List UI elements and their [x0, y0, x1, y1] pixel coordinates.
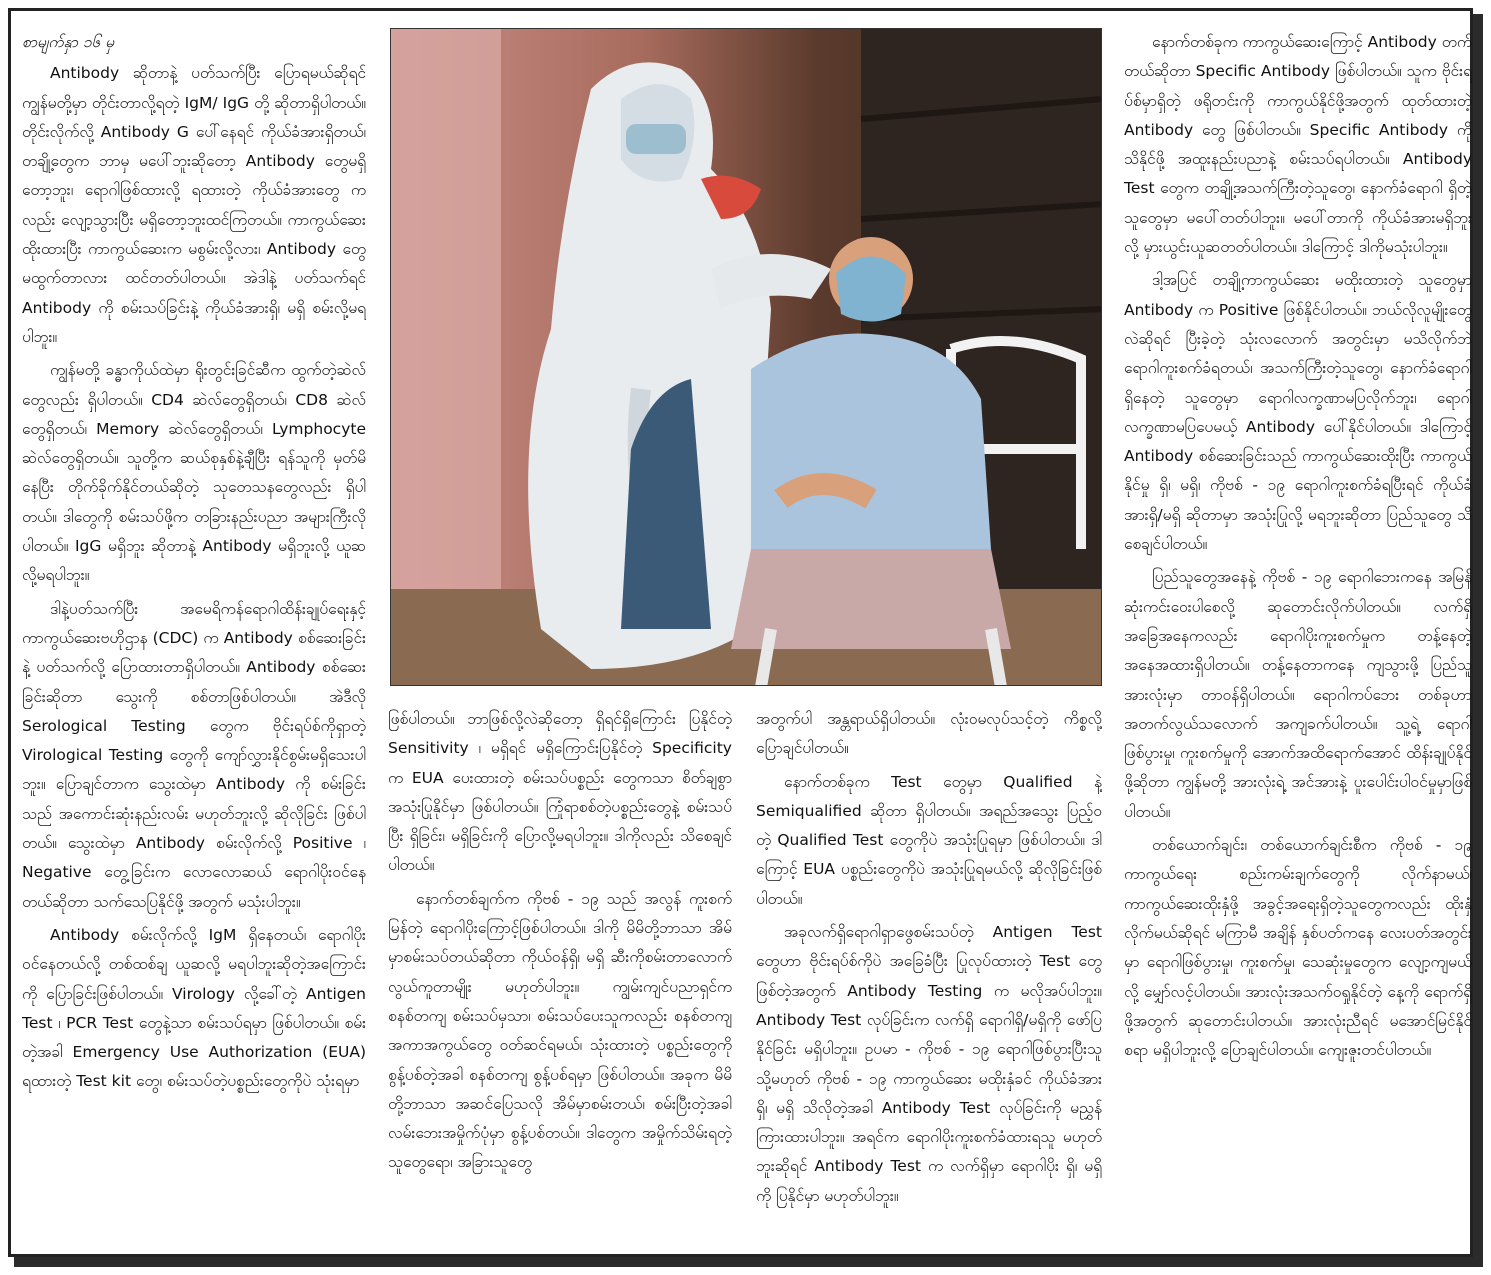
- article-column-4: [1124, 28, 1472, 1254]
- article-column-1: [22, 28, 366, 1254]
- paragraph: ဒါ့အပြင် တချို့ကာကွယ်ဆေး မထိုးထားတဲ့ သူတွေမှာ Antibody က Positive ဖြစ်နိုင်ပါတယ်။ ဘယ်လိုလူမျိုးတွေလဲဆိုရင် ပြီးခဲ့တဲ့ သုံးလလောက် အတွင်းမှာ မသိလိုက်ဘဲ ရောဂါကူးစက်ခံရတယ်၊ အသက်ကြီးတဲ့သူတွေ၊ နောက်ခံရောဂါ ရှိနေတဲ့ သူတွေမှာ ရောဂါလက္ခဏာမပြလိုက်ဘူး၊ ရောဂါ လက္ခဏာမပြပေမယ့် Antibody ပေါ်နိုင်ပါတယ်။ ဒါကြောင့် Antibody စစ်ဆေးခြင်းသည် ကာကွယ်ဆေးထိုးပြီး ကာကွယ်နိုင်မှု ရှိ၊ မရှိ၊ ကိုဗစ် - ၁၉ ရောဂါကူးစက်ခံရပြီးရင် ကိုယ်ခံအားရှိ/မရှိ ဆိုတာမှာ အသုံးပြုလို့ မရဘူးဆိုတာ ပြည်သူတွေ သိစေချင်ပါတယ်။: [1124, 271, 1472, 554]
- paragraph: နောက်တစ်ခုက ကာကွယ်ဆေးကြောင့် Antibody တက်တယ်ဆိုတာ Specific Antibody ဖြစ်ပါတယ်။ သူက ဗိုင်းရပ်စ်မှာရှိတဲ့ ဖရိုတင်းကို ကာကွယ်နိုင်ဖို့အတွက် ထုတ်ထားတဲ့ Antibody တွေ ဖြစ်ပါတယ်။ Specific Antibody ကို သိနိုင်ဖို့ အထူးနည်းပညာနဲ့ စမ်းသပ်ရပါတယ်။ Antibody Test တွေက တချို့အသက်ကြီးတဲ့သူတွေ၊ နောက်ခံရောဂါ ရှိတဲ့သူတွေမှာ မပေါ်တတ်ပါဘူး။ မပေါ်တာကို ကိုယ်ခံအားမရှိဘူးလို့ မှားယွင်းယူဆတတ်ပါတယ်။ ဒါကြောင့် ဒါကိုမသုံးပါဘူး။: [1124, 33, 1472, 257]
- paragraph: နောက်တစ်ခုက Test တွေမှာ Qualified နဲ့ Semiqualified ဆိုတာ ရှိပါတယ်။ အရည်အသွေး ပြည့်ဝတဲ့ Qualified Test တွေကိုပဲ အသုံးပြုရမှာ ဖြစ်ပါတယ်။ ဒါကြောင့် EUA ပစ္စည်းတွေကိုပဲ အသုံးပြုရမယ်လို့ ဆိုလိုခြင်းဖြစ်ပါတယ်။: [756, 772, 1102, 908]
- paragraph: ဖြစ်ပါတယ်။ ဘာဖြစ်လို့လဲဆိုတော့ ရှိရင်ရှိကြောင်း ပြနိုင်တဲ့ Sensitivity ၊ မရှိရင် မရှိကြောင်းပြနိုင်တဲ့ Specificity က EUA ပေးထားတဲ့ စမ်းသပ်ပစ္စည်း တွေကသာ စိတ်ချစွာ အသုံးပြုနိုင်မှာ ဖြစ်ပါတယ်။ ကြုံရာစစ်တဲ့ပစ္စည်းတွေနဲ့ စမ်းသပ်ပြီး ရှိခြင်း၊ မရှိခြင်းကို ပြောလို့မရပါဘူး။ ဒါကိုလည်း သိစေချင်ပါတယ်။: [388, 710, 732, 875]
- covid-swab-test-photo: [390, 28, 1102, 686]
- paragraph: ဒါနဲ့ပတ်သက်ပြီး အမေရိကန်ရောဂါထိန်းချုပ်ရေးနှင့် ကာကွယ်ဆေးဗဟိုဌာန (CDC) က Antibody စစ်ဆေးခြင်းနဲ့ ပတ်သက်လို့ ပြောထားတာရှိပါတယ်။ Antibody စစ်ဆေးခြင်းဆိုတာ သွေးကို စစ်တာဖြစ်ပါတယ်။ အဲဒီလို Serological Testing တွေက ဗိုင်းရပ်စ်ကိုရှာတဲ့ Virological Testing တွေကို ကျော်လွှားနိုင်စွမ်းမရှိသေးပါဘူး။ ပြောချင်တာက သွေးထဲမှာ Antibody ကို စမ်းခြင်းသည် အကောင်းဆုံးနည်းလမ်း မဟုတ်ဘူးလို့ ဆိုလိုခြင်း ဖြစ်ပါတယ်။ သွေးထဲမှာ Antibody စမ်းလိုက်လို့ Positive ၊ Negative တွေ့ခြင်းက လောလောဆယ် ရောဂါပိုးဝင်နေတယ်ဆိုတာ သက်သေပြနိုင်ဖို့ အတွက် မသုံးပါဘူး။: [22, 599, 366, 911]
- page-shadow-bottom: [14, 1257, 1483, 1267]
- paragraph: အတွက်ပါ အန္တရာယ်ရှိပါတယ်။ လုံးဝမလုပ်သင့်တဲ့ ကိစ္စလို့ ပြောချင်ပါတယ်။: [756, 710, 1102, 758]
- article-column-3: [756, 705, 1102, 1254]
- paragraph: ပြည်သူတွေအနေနဲ့ ကိုဗစ် - ၁၉ ရောဂါဘေးကနေ အမြန်ဆုံးကင်းဝေးပါစေလို့ ဆုတောင်းလိုက်ပါတယ်။ လက်ရှိအခြေအနေကလည်း ရောဂါပိုးကူးစက်မှုက တန့်နေတဲ့ အနေအထားရှိပါတယ်။ တန့်နေတာကနေ ကျသွားဖို့ ပြည်သူအားလုံးမှာ တာဝန်ရှိပါတယ်။ ရောဂါကပ်ဘေး တစ်ခုဟာ အတက်လွယ်သလောက် အကျခက်ပါတယ်။ သူ့ရဲ့ ရောဂါဖြစ်ပွားမှု၊ ကူးစက်မှုကို အောက်အထိရောက်အောင် ထိန်းချုပ်နိုင်ဖို့ဆိုတာ ကျွန်မတို့ အားလုံးရဲ့ အင်အားနဲ့ ပူးပေါင်းပါဝင်မှုမှာဖြစ်ပါတယ်။: [1124, 568, 1472, 821]
- continued-from-label: စာမျက်နှာ ၁၆ မှ: [22, 33, 115, 51]
- paragraph: Antibody ဆိုတာနဲ့ ပတ်သက်ပြီး ပြောရမယ်ဆိုရင် ကျွန်မတို့မှာ တိုင်းတာလို့ရတဲ့ IgM/ IgG တို့ ဆိုတာရှိပါတယ်။ တိုင်းလိုက်လို့ Antibody G ပေါ်နေရင် ကိုယ်ခံအားရှိတယ်၊ တချို့တွေက ဘာမှ မပေါ်ဘူးဆိုတော့ Antibody တွေမရှိတော့ဘူး၊ ရောဂါဖြစ်ထားလို့ ရထားတဲ့ ကိုယ်ခံအားတွေ ကလည်း လျော့သွားပြီး မရှိတော့ဘူးထင်ကြတယ်။ ကာကွယ်ဆေးထိုးထားပြီး ကာကွယ်ဆေးက မစွမ်းလို့လား၊ Antibody တွေမထွက်တာလား ထင်တတ်ပါတယ်။ အဲဒါနဲ့ ပတ်သက်ရင် Antibody ကို စမ်းသပ်ခြင်းနဲ့ ကိုယ်ခံအားရှိ၊ မရှိ စမ်းလို့မရပါဘူး။: [22, 64, 366, 346]
- paragraph: Antibody စမ်းလိုက်လို့ IgM ရှိနေတယ်၊ ရောဂါပိုးဝင်နေတယ်လို့ တစ်ထစ်ချ ယူဆလို့ မရပါဘူးဆိုတဲ့အကြောင်းကို ပြောခြင်းဖြစ်ပါတယ်။ Virology လို့ခေါ်တဲ့ Antigen Test ၊ PCR Test တွေနဲ့သာ စမ်းသပ်ရမှာ ဖြစ်ပါတယ်။ စမ်းတဲ့အခါ Emergency Use Authorization (EUA) ရထားတဲ့ Test kit တွေ၊ စမ်းသပ်တဲ့ပစ္စည်းတွေကိုပဲ သုံးရမှာ: [22, 925, 366, 1091]
- article-column-2: [388, 705, 732, 1254]
- page-shadow-right: [1473, 14, 1483, 1263]
- paragraph: နောက်တစ်ချက်က ကိုဗစ် - ၁၉ သည် အလွန် ကူးစက်မြန်တဲ့ ရောဂါပိုးကြောင့်ဖြစ်ပါတယ်။ ဒါကို မိမိတို့ဘာသာ အိမ်မှာစမ်းသပ်တယ်ဆိုတာ ကိုယ်ဝန်ရှိ၊ မရှိ ဆီးကိုစမ်းတာလောက် လွယ်ကူတာမျိုး မဟုတ်ပါဘူး။ ကျွမ်းကျင်ပညာရှင်က စနစ်တကျ စမ်းသပ်မှသာ၊ စမ်းသပ်ပေးသူကလည်း စနစ်တကျ အကာအကွယ်တွေ ဝတ်ဆင်ရမယ်၊ သုံးထားတဲ့ ပစ္စည်းတွေကို စွန့်ပစ်တဲ့အခါ စနစ်တကျ စွန့်ပစ်ရမှာ ဖြစ်ပါတယ်။ အခုက မိမိတို့ဘာသာ အဆင်ပြေသလို အိမ်မှာစမ်းတယ်၊ စမ်းပြီးတဲ့အခါ လမ်းဘေးအမှိုက်ပုံမှာ စွန့်ပစ်တယ်။ ဒါတွေက အမှိုက်သိမ်းရတဲ့ သူတွေရော၊ အခြားသူတွေ: [388, 889, 732, 1172]
- paragraph: ကျွန်မတို့ ခန္ဓာကိုယ်ထဲမှာ ရိုးတွင်းခြင်ဆီက ထွက်တဲ့ဆဲလ်တွေလည်း ရှိပါတယ်။ CD4 ဆဲလ်တွေရှိတယ်၊ CD8 ဆဲလ်တွေရှိတယ်၊ Memory ဆဲလ်တွေရှိတယ်၊ Lymphocyte ဆဲလ်တွေရှိတယ်။ သူတို့က ဆယ်စုနှစ်နဲ့ချီပြီး ရန်သူကို မှတ်မိနေပြီး တိုက်ခိုက်နိုင်တယ်ဆိုတဲ့ သုတေသနတွေလည်း ရှိပါတယ်။ ဒါတွေကို စမ်းသပ်ဖို့က တခြားနည်းပညာ အများကြီးလိုပါတယ်။ IgG မရှိဘူး ဆိုတာနဲ့ Antibody မရှိဘူးလို့ ယူဆလို့မရပါဘူး။: [22, 361, 366, 585]
- photo-illustration: [391, 29, 1102, 686]
- paragraph: အခုလက်ရှိရောဂါရှာဖွေစမ်းသပ်တဲ့ Antigen Test တွေဟာ ဗိုင်းရပ်စ်ကိုပဲ အခြေခံပြီး ပြုလုပ်ထားတဲ့ Test တွေဖြစ်တဲ့အတွက် Antibody Testing က မလိုအပ်ပါဘူး။ Antibody Test လုပ်ခြင်းက လက်ရှိ ရောဂါရှိ/မရှိကို ဖော်ပြနိုင်ခြင်း မရှိပါဘူး။ ဥပမာ - ကိုဗစ် - ၁၉ ရောဂါဖြစ်ပွားပြီးသူ သို့မဟုတ် ကိုဗစ် - ၁၉ ကာကွယ်ဆေး မထိုးနှံခင် ကိုယ်ခံအား ရှိ၊ မရှိ သိလိုတဲ့အခါ Antibody Test လုပ်ခြင်းကို မညွှန်ကြားထားပါဘူး။ အရင်က ရောဂါပိုးကူးစက်ခံထားရသူ မဟုတ်ဘူးဆိုရင် Antibody Test က လက်ရှိမှာ ရောဂါပိုး ရှိ၊ မရှိကို ပြနိုင်မှာ မဟုတ်ပါဘူး။: [756, 923, 1102, 1205]
- paragraph: တစ်ယောက်ချင်း၊ တစ်ယောက်ချင်းစီက ကိုဗစ် - ၁၉ ကာကွယ်ရေး စည်းကမ်းချက်တွေကို လိုက်နာမယ်၊ ကာကွယ်ဆေးထိုးနှံဖို့ အခွင့်အရေးရှိတဲ့သူတွေကလည်း ထိုးနှံလိုက်မယ်ဆိုရင် မကြာမီ အချိန် နှစ်ပတ်ကနေ လေးပတ်အတွင်းမှာ ရောဂါဖြစ်ပွားမှု၊ ကူးစက်မှု၊ သေဆုံးမှုတွေက လျော့ကျမယ်လို့ မျှော်လင့်ပါတယ်။ အားလုံးအသက်ဝရှုနိုင်တဲ့ နေ့ကို ရောက်ရှိဖို့အတွက် ဆုတောင်းပါတယ်။ အားလုံးညီရင် မအောင်မြင်နိုင်စရာ မရှိပါဘူးလို့ ပြောချင်ပါတယ်။ ကျေးဇူးတင်ပါတယ်။: [1124, 836, 1472, 1060]
